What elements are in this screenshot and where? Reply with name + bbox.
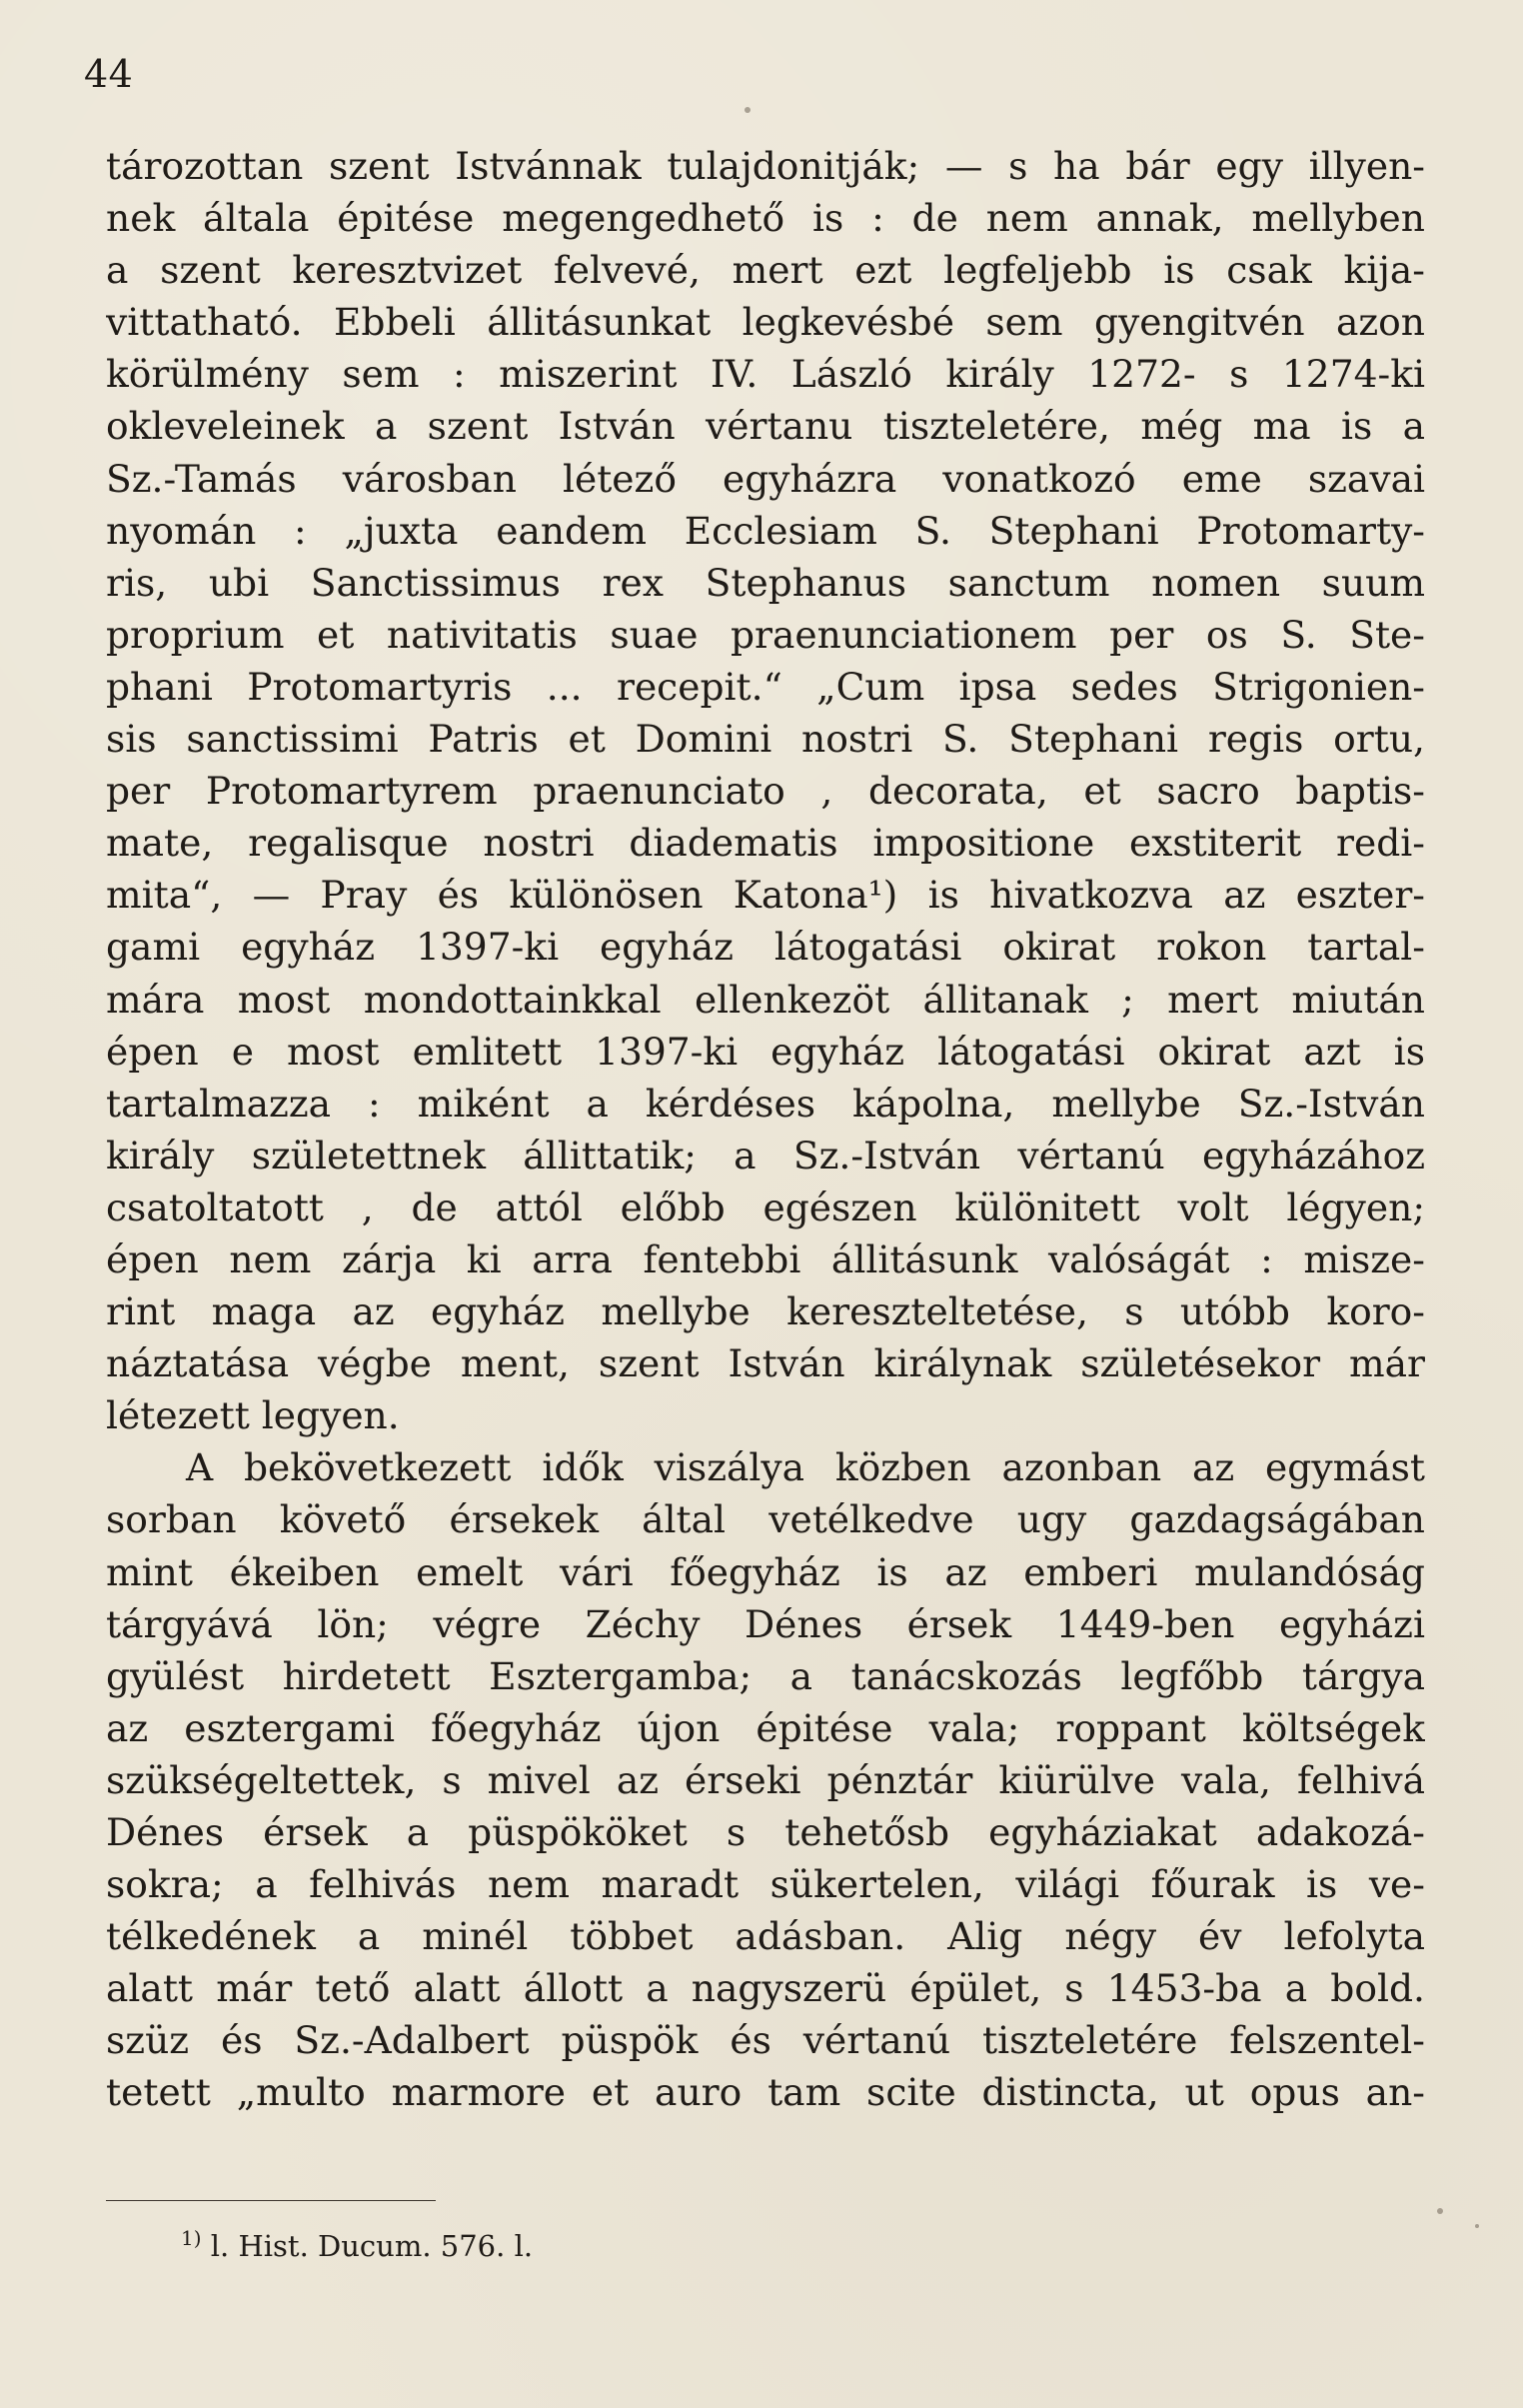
text-line-1: tározottan szent Istvánnak tulajdonitják; — s ha bár egy illyen- — [106, 144, 1425, 188]
text-line-35: télkedének a minél többet adásban. Alig négy év lefolyta — [106, 1914, 1425, 1959]
text-line-30: gyülést hirdetett Esztergamba; a tanácskozás legfőbb tárgya — [106, 1653, 1425, 1698]
text-line-9: ris, ubi Sanctissimus rex Stephanus sanctum nomen suum — [106, 560, 1425, 605]
text-line-29: tárgyává lön; végre Zéchy Dénes érsek 1449-ben egyházi — [106, 1601, 1425, 1646]
text-line-28: mint ékeiben emelt vári főegyház is az emberi mulandóság — [106, 1549, 1425, 1594]
text-line-14: mate, regalisque nostri diadematis impositione exstiterit redi- — [106, 821, 1425, 866]
ink-speck — [1475, 2224, 1479, 2228]
text-line-12: sis sanctissimi Patris et Domini nostri S. Stephani regis ortu, — [106, 717, 1425, 762]
text-line-2: nek általa épitése megengedhető is : de nem annak, mellyben — [106, 196, 1425, 241]
text-line-24: náztatása végbe ment, szent István királynak születésekor már — [106, 1341, 1425, 1386]
text-line-5: körülmény sem : miszerint IV. László király 1272- s 1274-ki — [106, 352, 1425, 397]
text-line-38: tetett „multo marmore et auro tam scite distincta, ut opus an- — [106, 2070, 1425, 2115]
page-number: 44 — [84, 52, 134, 96]
text-line-33: Dénes érsek a püspököket s tehetősb egyháziakat adakozá- — [106, 1810, 1425, 1854]
text-line-18: épen e most emlitett 1397-ki egyház látogatási okirat azt is — [106, 1029, 1425, 1074]
text-line-4: vittatható. Ebbeli állitásunkat legkevésbé sem gyengitvén azon — [106, 300, 1425, 345]
text-line-27: sorban követő érsekek által vetélkedve ugy gazdagságában — [106, 1497, 1425, 1542]
text-line-7: Sz.-Tamás városban létező egyházra vonatkozó eme szavai — [106, 456, 1425, 501]
text-line-13: per Protomartyrem praenunciato , decorata, et sacro baptis- — [106, 769, 1425, 814]
body-text — [106, 140, 1425, 2119]
text-line-31: az esztergami főegyház újon épitése vala; roppant költségek — [106, 1705, 1425, 1750]
text-line-37: szüz és Sz.-Adalbert püspök és vértanú tiszteletére felszentel- — [106, 2018, 1425, 2063]
text-line-19: tartalmazza : miként a kérdéses kápolna, mellybe Sz.-István — [106, 1081, 1425, 1126]
footnote-text: l. Hist. Ducum. 576. l. — [210, 2229, 534, 2263]
footnote: 1) l. Hist. Ducum. 576. l. — [181, 2226, 534, 2263]
text-line-3: a szent keresztvizet felvevé, mert ezt legfeljebb is csak kija- — [106, 248, 1425, 293]
text-line-17: mára most mondottainkkal ellenkezöt állitanak ; mert miután — [106, 977, 1425, 1022]
text-line-15: mita“, — Pray és különösen Katona¹) is hivatkozva az eszter- — [106, 873, 1425, 918]
ink-speck — [1437, 2208, 1443, 2214]
text-line-23: rint maga az egyház mellybe kereszteltetése, s utóbb koro- — [106, 1289, 1425, 1334]
text-line-25: létezett legyen. — [106, 1393, 400, 1438]
footnote-divider — [106, 2200, 436, 2201]
text-line-6: okleveleinek a szent István vértanu tiszteletére, még ma is a — [106, 404, 1425, 449]
text-line-26: A bekövetkezett idők viszálya közben azonban az egymást — [186, 1445, 1425, 1490]
text-line-20: király születettnek állittatik; a Sz.-István vértanú egyházához — [106, 1133, 1425, 1178]
text-line-10: proprium et nativitatis suae praenunciationem per os S. Ste- — [106, 612, 1425, 657]
text-line-32: szükségeltettek, s mivel az érseki pénztár kiürülve vala, felhivá — [106, 1757, 1425, 1802]
text-line-21: csatoltatott , de attól előbb egészen különitett volt légyen; — [106, 1185, 1425, 1229]
text-line-8: nyomán : „juxta eandem Ecclesiam S. Stephani Protomarty- — [106, 508, 1425, 553]
text-line-34: sokra; a felhivás nem maradt sükertelen, világi főurak is ve- — [106, 1862, 1425, 1907]
text-line-22: épen nem zárja ki arra fentebbi állitásunk valóságát : misze- — [106, 1236, 1425, 1281]
text-line-36: alatt már tető alatt állott a nagyszerü épület, s 1453-ba a bold. — [106, 1966, 1425, 2011]
text-line-16: gami egyház 1397-ki egyház látogatási okirat rokon tartal- — [106, 925, 1425, 970]
ink-speck — [745, 107, 751, 113]
text-line-11: phani Protomartyris ... recepit.“ „Cum ipsa sedes Strigonien- — [106, 664, 1425, 709]
